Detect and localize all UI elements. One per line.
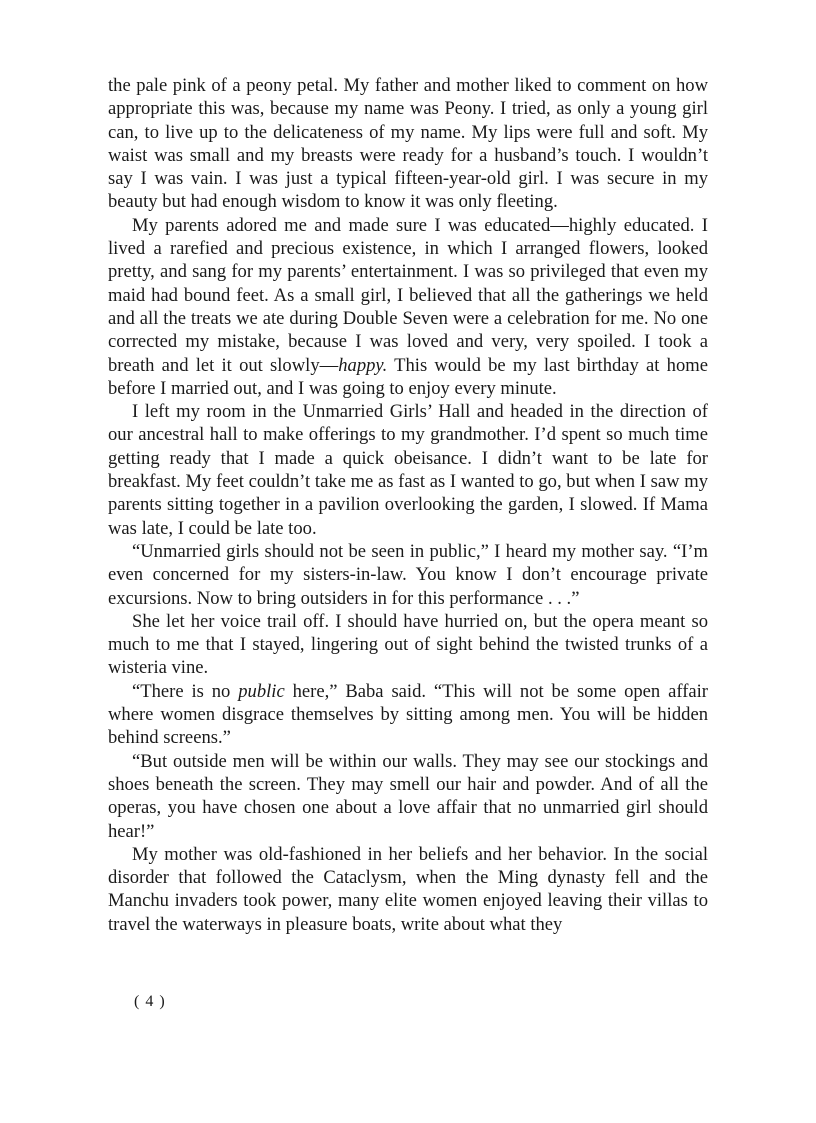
text-run: This would be my last birthday at home before I married out, and I was going to enjoy every minute. — [108, 354, 708, 399]
paragraph-3 — [108, 400, 708, 540]
text-run: “But outside men will be within our walls. They may see our stockings and shoes beneath the screen. They may smell our hair and powder. And of all the operas, you have chosen one about a love affair that no unmarried girl should hear!” — [108, 750, 708, 842]
paragraph-8 — [108, 843, 708, 936]
page-number: ( 4 ) — [134, 993, 166, 1010]
paragraph-2 — [108, 214, 708, 400]
text-run: My mother was old-fashioned in her beliefs and her behavior. In the social disorder that followed the Cataclysm, when the Ming dynasty fell and the Manchu invaders took power, many elite women enjoyed leaving their villas to travel the waterways in pleasure boats, write about what they — [108, 843, 708, 935]
italic-text-run: happy. — [338, 354, 388, 376]
italic-text-run: public — [238, 680, 285, 702]
paragraph-7 — [108, 750, 708, 843]
paragraph-6 — [108, 680, 708, 750]
text-run: I left my room in the Unmarried Girls’ Hall and headed in the direction of our ancestral hall to make offerings to my grandmother. I’d spent so much time getting ready that I made a quick obeisance. I didn’t want to be late for breakfast. My feet couldn’t take me as fast as I wanted to go, but when I saw my parents sitting together in a pavilion overlooking the garden, I slowed. If Mama was late, I could be late too. — [108, 401, 708, 539]
text-run: My parents adored me and made sure I was educated—highly educated. I lived a rarefied and precious existence, in which I arranged flowers, looked pretty, and sang for my parents’ entertainment. I was so privileged that even my maid had bound feet. As a small girl, I believed that all the gatherings we held and all the treats we ate during Double Seven were a celebration for me. No one corrected my mistake, because I was loved and very, very spoiled. I took a breath and let it out slowly— — [108, 214, 708, 376]
paragraph-1 — [108, 74, 708, 214]
text-run: She let her voice trail off. I should have hurried on, but the opera meant so much to me that I stayed, lingering out of sight behind the twisted trunks of a wisteria vine. — [108, 610, 708, 679]
text-run: the pale pink of a peony petal. My father and mother liked to comment on how appropriate this was, because my name was Peony. I tried, as only a young girl can, to live up to the delicateness of my name. My lips were full and soft. My waist was small and my breasts were ready for a husband’s touch. I wouldn’t say I was vain. I was just a typical fifteen-year-old girl. I was secure in my beauty but had enough wisdom to know it was only fleeting. — [108, 75, 708, 213]
text-run: here,” Baba said. “This will not be some open affair where women disgrace themselves by sitting among men. You will be hidden behind screens.” — [108, 680, 708, 749]
text-run: “There is no — [132, 680, 239, 702]
paragraph-5 — [108, 610, 708, 680]
body-text — [108, 74, 708, 936]
paragraph-4 — [108, 540, 708, 610]
text-run: “Unmarried girls should not be seen in public,” I heard my mother say. “I’m even concerned for my sisters-in-law. You know I don’t encourage private excursions. Now to bring outsiders in for this performance . . .” — [108, 540, 708, 609]
